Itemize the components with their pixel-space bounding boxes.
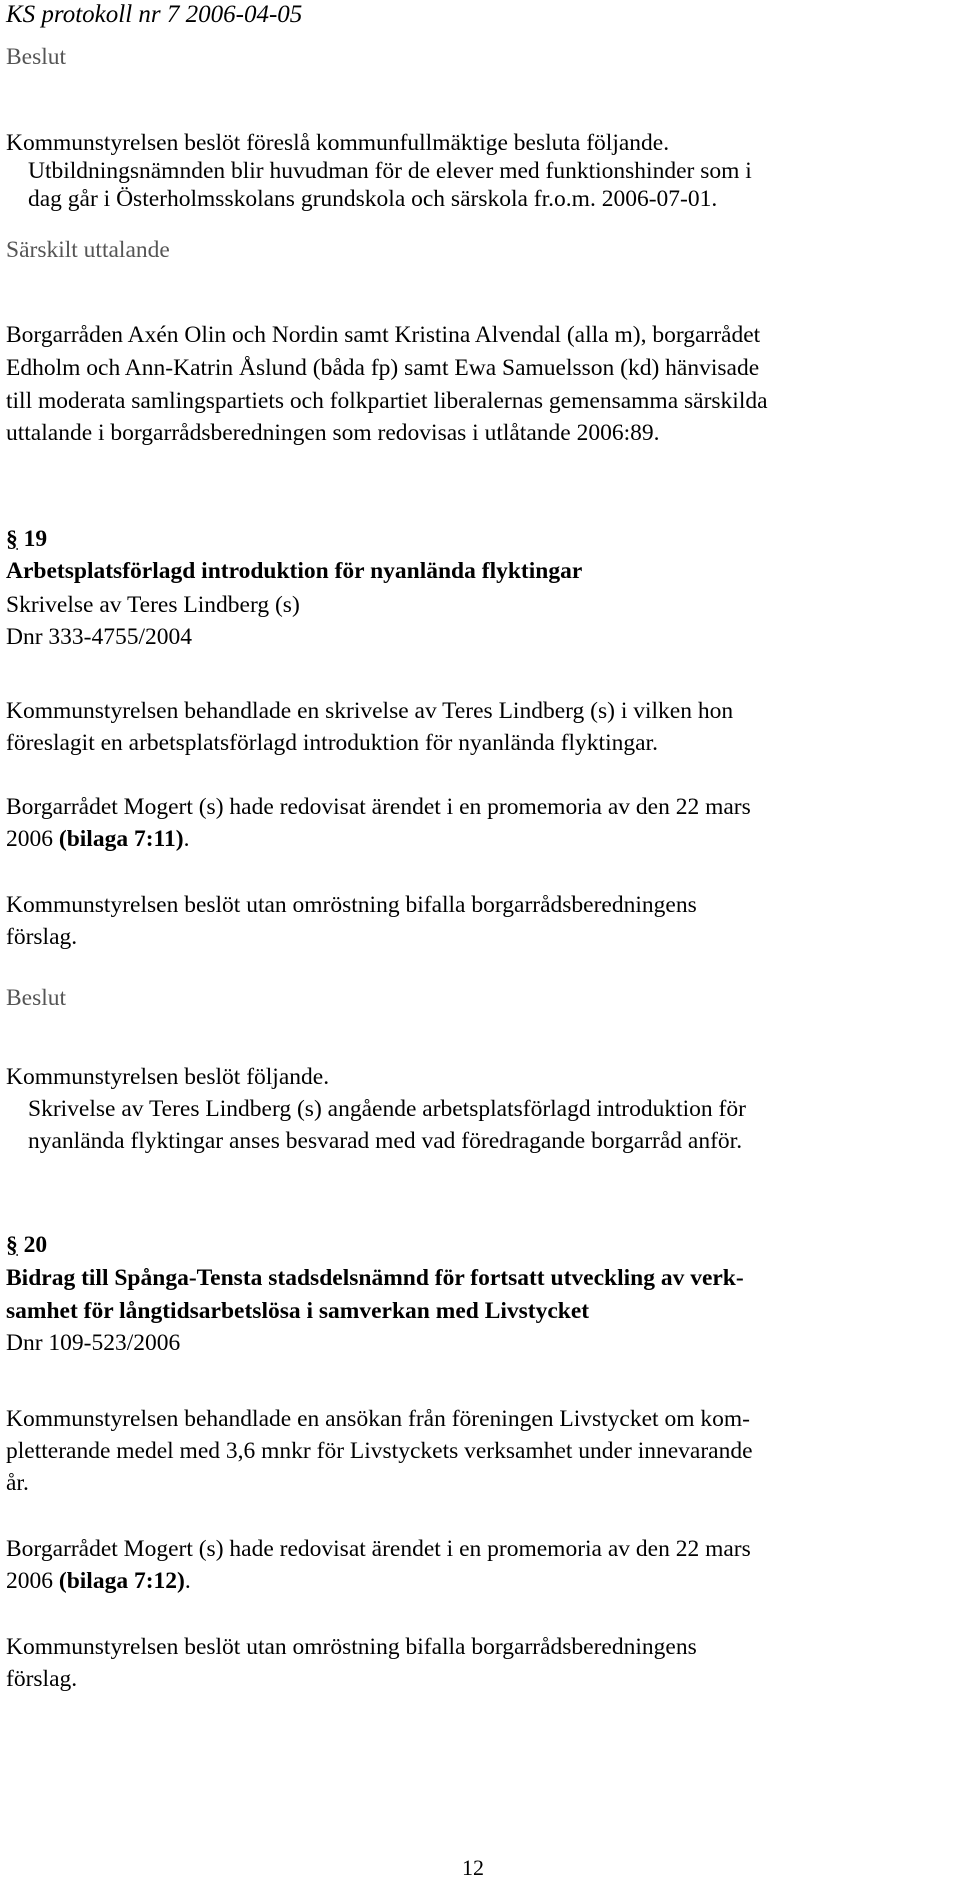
s19-p3-line-2: förslag. [6, 924, 78, 950]
s19-p2-line-1: Borgarrådet Mogert (s) hade redovisat ärendet i en promemoria av den 22 mars [6, 794, 751, 820]
section-20-dnr: Dnr 109-523/2006 [6, 1330, 181, 1356]
s19-beslut-line-2: Skrivelse av Teres Lindberg (s) angående arbetsplatsförlagd introduktion för [28, 1096, 746, 1122]
s19-beslut-line-1: Kommunstyrelsen beslöt följande. [6, 1064, 330, 1090]
page-number: 12 [462, 1855, 484, 1880]
s20-p1-line-3: år. [6, 1470, 29, 1496]
page-header-title: KS protokoll nr 7 2006-04-05 [6, 1, 303, 28]
section-mark: § [6, 1232, 18, 1258]
s19-p2-year: 2006 [6, 826, 59, 852]
s20-p3-line-1: Kommunstyrelsen beslöt utan omröstning bifalla borgarrådsberedningens [6, 1634, 697, 1660]
section-20-title-line-2: samhet för långtidsarbetslösa i samverkan med Livstycket [6, 1298, 590, 1324]
section-19-number [6, 524, 954, 554]
s20-p1-line-2: pletterande medel med 3,6 mnkr för Livstyckets verksamhet under innevarande [6, 1438, 753, 1464]
s20-p2-year: 2006 [6, 1568, 59, 1594]
section-20-digits: 20 [17, 1232, 48, 1258]
section-19-dnr: Dnr 333-4755/2004 [6, 624, 193, 650]
s20-attachment-ref: (bilaga 7:12) [58, 1568, 185, 1594]
s20-p3-line-2: förslag. [6, 1666, 78, 1692]
section-20-number [6, 1230, 954, 1260]
beslut-heading: Beslut [6, 44, 67, 70]
sarskilt-line-2: Edholm och Ann-Katrin Åslund (båda fp) samt Ewa Samuelsson (kd) hänvisade [6, 355, 760, 381]
sarskilt-uttalande-heading: Särskilt uttalande [6, 237, 170, 263]
s20-p1-line-1: Kommunstyrelsen behandlade en ansökan från föreningen Livstycket om kom- [6, 1406, 750, 1432]
s20-p2-line-1: Borgarrådet Mogert (s) hade redovisat ärendet i en promemoria av den 22 mars [6, 1536, 751, 1562]
s19-beslut-heading: Beslut [6, 985, 67, 1011]
sarskilt-line-4: uttalande i borgarrådsberedningen som redovisas i utlåtande 2006:89. [6, 420, 660, 446]
section-19-digits: 19 [17, 526, 48, 552]
section-19-title: Arbetsplatsförlagd introduktion för nyanlända flyktingar [6, 558, 583, 584]
s19-p3-line-1: Kommunstyrelsen beslöt utan omröstning bifalla borgarrådsberedningens [6, 892, 697, 918]
beslut1-line-2: Utbildningsnämnden blir huvudman för de elever med funktionshinder som i [28, 158, 752, 184]
section-20-title-line-1: Bidrag till Spånga-Tensta stadsdelsnämnd för fortsatt utveckling av verk- [6, 1265, 744, 1291]
s19-beslut-line-3: nyanlända flyktingar anses besvarad med vad föredragande borgarråd anför. [28, 1128, 743, 1154]
s20-p2-period: . [184, 1568, 191, 1594]
s19-attachment-ref: (bilaga 7:11) [58, 826, 184, 852]
s19-p2-line-2 [6, 824, 954, 854]
s20-p2-line-2 [6, 1566, 954, 1596]
s19-p1-line-1: Kommunstyrelsen behandlade en skrivelse av Teres Lindberg (s) i vilken hon [6, 698, 734, 724]
sarskilt-line-1: Borgarråden Axén Olin och Nordin samt Kristina Alvendal (alla m), borgarrådet [6, 322, 761, 348]
s19-p1-line-2: föreslagit en arbetsplatsförlagd introduktion för nyanlända flyktingar. [6, 730, 658, 756]
beslut1-line-3: dag går i Österholmsskolans grundskola och särskola fr.o.m. 2006-07-01. [28, 186, 718, 212]
section-19-subtitle: Skrivelse av Teres Lindberg (s) [6, 592, 300, 618]
section-mark: § [6, 526, 18, 552]
s19-p2-period: . [183, 826, 190, 852]
beslut1-line-1: Kommunstyrelsen beslöt föreslå kommunfullmäktige besluta följande. [6, 130, 670, 156]
sarskilt-line-3: till moderata samlingspartiets och folkpartiet liberalernas gemensamma särskilda [6, 388, 768, 414]
